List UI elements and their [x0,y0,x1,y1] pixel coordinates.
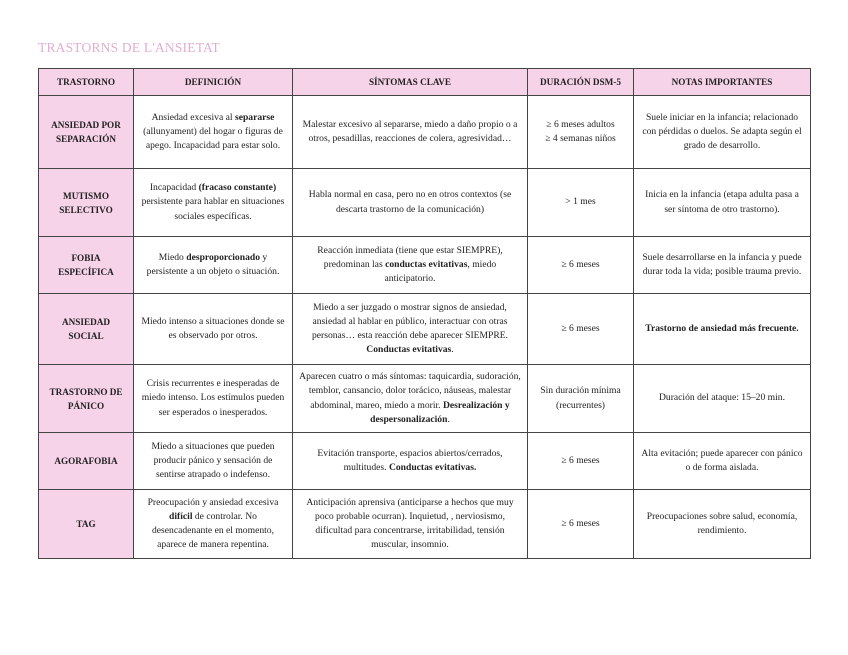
duration-text: Sin duración mínima (recurrentes) [540,385,621,411]
table-header-row [39,69,811,96]
definition-text: difícil [169,510,193,522]
page-title: TRASTORNS DE L'ANSIETAT [38,40,220,55]
symptoms-text: Anticipación aprensiva (anticiparse a hechos que muy poco probable ocurran). Inquietud, , nerviosismo, dificultad para concentrarse, irritabilidad, tensión muscular, insomnio. [306,496,514,551]
header-duracion: DURACIÓN DSM-5 [528,69,634,96]
definition-text: Incapacidad [149,182,199,194]
definition-cell [134,96,293,169]
duration-cell [528,365,634,433]
symptoms-text: . [447,413,450,425]
definition-cell [134,365,293,433]
definition-text: Ansiedad excesiva al [151,111,235,123]
disorder-name: ANSIEDAD POR SEPARACIÓN [51,120,121,144]
header-trastorno: TRASTORNO [39,69,134,96]
notes-text: Inicia en la infancia (etapa adulta pasa a ser síntoma de otro trastorno). [645,189,799,215]
definition-cell [134,237,293,294]
duration-text: ≥ 6 meses adultos [546,118,615,130]
definition-cell [134,294,293,365]
table-row [39,490,811,559]
notes-cell [634,96,811,169]
header-notas: NOTAS IMPORTANTES [634,69,811,96]
notes-text: Preocupaciones sobre salud, economía, rendimiento. [646,510,798,536]
duration-cell [528,294,634,365]
anxiety-disorders-table [38,68,811,559]
disorder-name: TRASTORNO DE PÁNICO [49,386,123,411]
definition-text: Crisis recurrentes e inesperadas de miedo intenso. Los estímulos pueden ser esperados o inesperados. [141,378,285,418]
duration-cell [528,433,634,490]
table-row [39,433,811,490]
definition-cell [134,490,293,559]
notes-cell [634,169,811,237]
symptoms-text: conductas evitativas [385,258,468,270]
symptoms-cell [293,490,528,559]
symptoms-cell [293,237,528,294]
notes-cell [634,433,811,490]
definition-text: separarse [234,111,275,123]
disorder-name: TAG [76,519,96,529]
disorder-name: MUTISMO SELECTIVO [59,190,113,215]
table-row [39,96,811,169]
symptoms-text: Habla normal en casa, pero no en otros contextos (se descarta trastorno de la comunicación) [308,189,512,215]
definition-text: desproporcionado [186,251,260,263]
duration-cell [528,490,634,559]
table-row [39,294,811,365]
table-row [39,237,811,294]
definition-text: (fracaso constante) [198,182,277,194]
disorder-name-cell [39,294,134,365]
notes-cell [634,294,811,365]
duration-text: ≥ 6 meses [561,454,600,466]
disorder-name-cell [39,169,134,237]
definition-text: y persistente a un objeto o situación. [146,251,280,277]
header-definicion: DEFINICIÓN [134,69,293,96]
duration-cell [528,237,634,294]
definition-text: Preocupación y ansiedad excesiva [147,496,279,508]
symptoms-text: , miedo anticipatorio. [384,258,497,285]
notes-cell [634,237,811,294]
notes-cell [634,490,811,559]
disorder-name-cell [39,96,134,169]
duration-cell [528,96,634,169]
definition-text: de controlar. No desencadenante en el momento, aparece de manera repentina. [151,510,274,551]
notes-text: Suele iniciar en la infancia; relacionado con pérdidas o duelos. Se adapta según el grado de desarrollo. [642,111,802,152]
symptoms-text: . [451,344,454,356]
notes-text: Trastorno de ansiedad más frecuente. [645,322,799,334]
definition-cell [134,433,293,490]
duration-text: ≥ 6 meses [561,258,600,270]
header-sintomas: SÍNTOMAS CLAVE [293,69,528,96]
symptoms-text: Miedo a ser juzgado o mostrar signos de ansiedad, ansiedad al hablar en público, interactuar con otras personas… esta reacción debe aparecer SIEMPRE. [311,301,509,341]
symptoms-cell [293,365,528,433]
disorder-name: ANSIEDAD SOCIAL [62,317,110,341]
notes-cell [634,365,811,433]
definition-text: Miedo [158,251,187,263]
duration-text: ≥ 4 semanas niños [545,133,616,144]
definition-text: Miedo intenso a situaciones donde se es observado por otros. [141,315,285,341]
definition-cell [134,169,293,237]
definition-text: (allunyament) del hogar o figuras de apego. Incapacidad para estar solo. [143,125,283,152]
notes-text: Duración del ataque: 15–20 min. [658,392,786,404]
duration-cell [528,169,634,237]
disorder-name-cell [39,490,134,559]
disorder-name-cell [39,365,134,433]
duration-text: > 1 mes [565,196,596,208]
symptoms-text: Conductas evitativas [366,344,452,356]
symptoms-cell [293,169,528,237]
symptoms-text: Desrealización y despersonalización [370,399,510,425]
table-row [39,365,811,433]
notes-text: Alta evitación; puede aparecer con pánico o de forma aislada. [641,447,803,473]
symptoms-text: Reacción inmediata (tiene que estar SIEMPRE), predominan las [317,244,503,270]
definition-text: Miedo a situaciones que pueden producir pánico y sensación de sentirse atrapado o indefenso. [151,440,275,481]
duration-text: ≥ 6 meses [561,322,600,334]
table-row [39,169,811,237]
symptoms-text: Conductas evitativas. [388,462,477,473]
notes-text: Suele desarrollarse en la infancia y puede durar toda la vida; posible trauma previo. [642,251,802,277]
symptoms-cell [293,433,528,490]
symptoms-cell [293,96,528,169]
disorder-name: AGORAFOBIA [54,456,118,466]
duration-text: ≥ 6 meses [561,517,600,529]
disorder-name: FOBIA ESPECÍFICA [58,253,114,277]
definition-text: persistente para hablar en situaciones sociales específicas. [141,196,285,222]
disorder-name-cell [39,433,134,490]
symptoms-text: Malestar excesivo al separarse, miedo a daño propio o a otros, pesadillas, reacciones de colera, agresividad… [302,118,518,144]
symptoms-text: Aparecen cuatro o más síntomas: taquicardia, sudoración, temblor, cansancio, dolor torácico, náuseas, malestar abdominal, mareo, miedo a morir. [299,371,521,411]
disorder-name-cell [39,237,134,294]
symptoms-cell [293,294,528,365]
symptoms-text: Evitación transporte, espacios abiertos/cerrados, multitudes. [317,447,503,473]
